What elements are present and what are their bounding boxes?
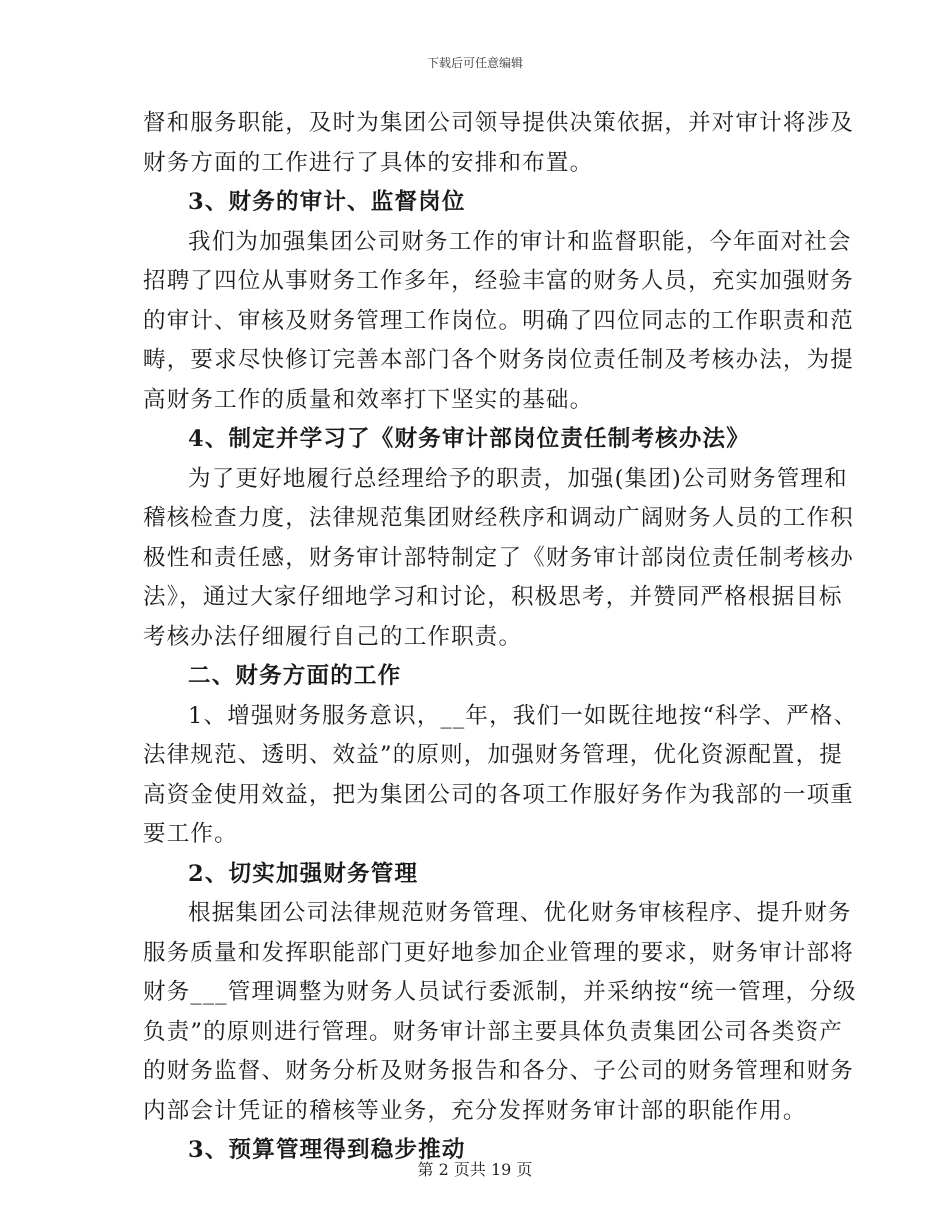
body-text-line: 为了更好地履行总经理给予的职责，加强(集团)公司财务管理和 bbox=[188, 465, 848, 492]
section-heading: 3、预算管理得到稳步推动 bbox=[188, 1137, 466, 1163]
body-text-line: 极性和责任感，财务审计部特制定了《财务审计部岗位责任制考核办 bbox=[143, 544, 855, 571]
section-heading: 3、财务的审计、监督岗位 bbox=[188, 189, 466, 215]
body-text-line: 高资金使用效益，把为集团公司的各项工作服好务作为我部的一项重 bbox=[143, 781, 855, 808]
body-text-line: 根据集团公司法律规范财务管理、优化财务审核程序、提升财务 bbox=[188, 900, 852, 926]
body-text-line: 负责”的原则进行管理。财务审计部主要具体负责集团公司各类资产 bbox=[143, 1018, 844, 1045]
section-heading: 二、财务方面的工作 bbox=[188, 663, 402, 689]
section-heading: 2、切实加强财务管理 bbox=[188, 860, 419, 887]
body-text-line: 法律规范、透明、效益”的原则，加强财务管理，优化资源配置，提 bbox=[143, 742, 844, 768]
body-text-line: 考核办法仔细履行自己的工作职责。 bbox=[143, 623, 523, 650]
body-text-line: 招聘了四位从事财务工作多年，经验丰富的财务人员，充实加强财务 bbox=[143, 268, 855, 294]
body-text-line: 督和服务职能，及时为集团公司领导提供决策依据，并对审计将涉及 bbox=[143, 110, 855, 136]
body-text-line: 1、增强财务服务意识，__年，我们一如既往地按“科学、严格、 bbox=[188, 702, 858, 729]
body-text-line: 内部会计凭证的稽核等业务，充分发挥财务审计部的职能作用。 bbox=[143, 1097, 807, 1124]
page-header-note: 下载后可任意编辑 bbox=[426, 56, 523, 70]
section-heading: 4、制定并学习了《财务审计部岗位责任制考核办法》 bbox=[188, 426, 750, 452]
body-text-line: 高财务工作的质量和效率打下坚实的基础。 bbox=[143, 386, 594, 413]
page-number: 第 2 页共 19 页 bbox=[417, 1160, 533, 1179]
body-text-line: 财务方面的工作进行了具体的安排和布置。 bbox=[143, 149, 594, 176]
body-text-line: 服务质量和发挥职能部门更好地参加企业管理的要求，财务审计部将 bbox=[143, 939, 855, 966]
body-text-line: 稽核检查力度，法律规范集团财经秩序和调动广阔财务人员的工作积 bbox=[143, 505, 855, 531]
body-text-line: 畴，要求尽快修订完善本部门各个财务岗位责任制及考核办法，为提 bbox=[143, 347, 855, 373]
body-text-line: 财务___管理调整为财务人员试行委派制，并采纳按“统一管理，分级 bbox=[143, 979, 857, 1005]
body-text-line: 的审计、审核及财务管理工作岗位。明确了四位同志的工作职责和范 bbox=[143, 307, 855, 334]
body-text-line: 的财务监督、财务分析及财务报告和各分、子公司的财务管理和财务 bbox=[143, 1058, 855, 1084]
body-text-line: 要工作。 bbox=[143, 821, 238, 847]
body-text-line: 我们为加强集团公司财务工作的审计和监督职能，今年面对社会 bbox=[188, 228, 852, 255]
document-body bbox=[143, 104, 858, 1171]
body-text-line: 法》，通过大家仔细地学习和讨论，积极思考，并赞同严格根据目标 bbox=[143, 584, 843, 610]
